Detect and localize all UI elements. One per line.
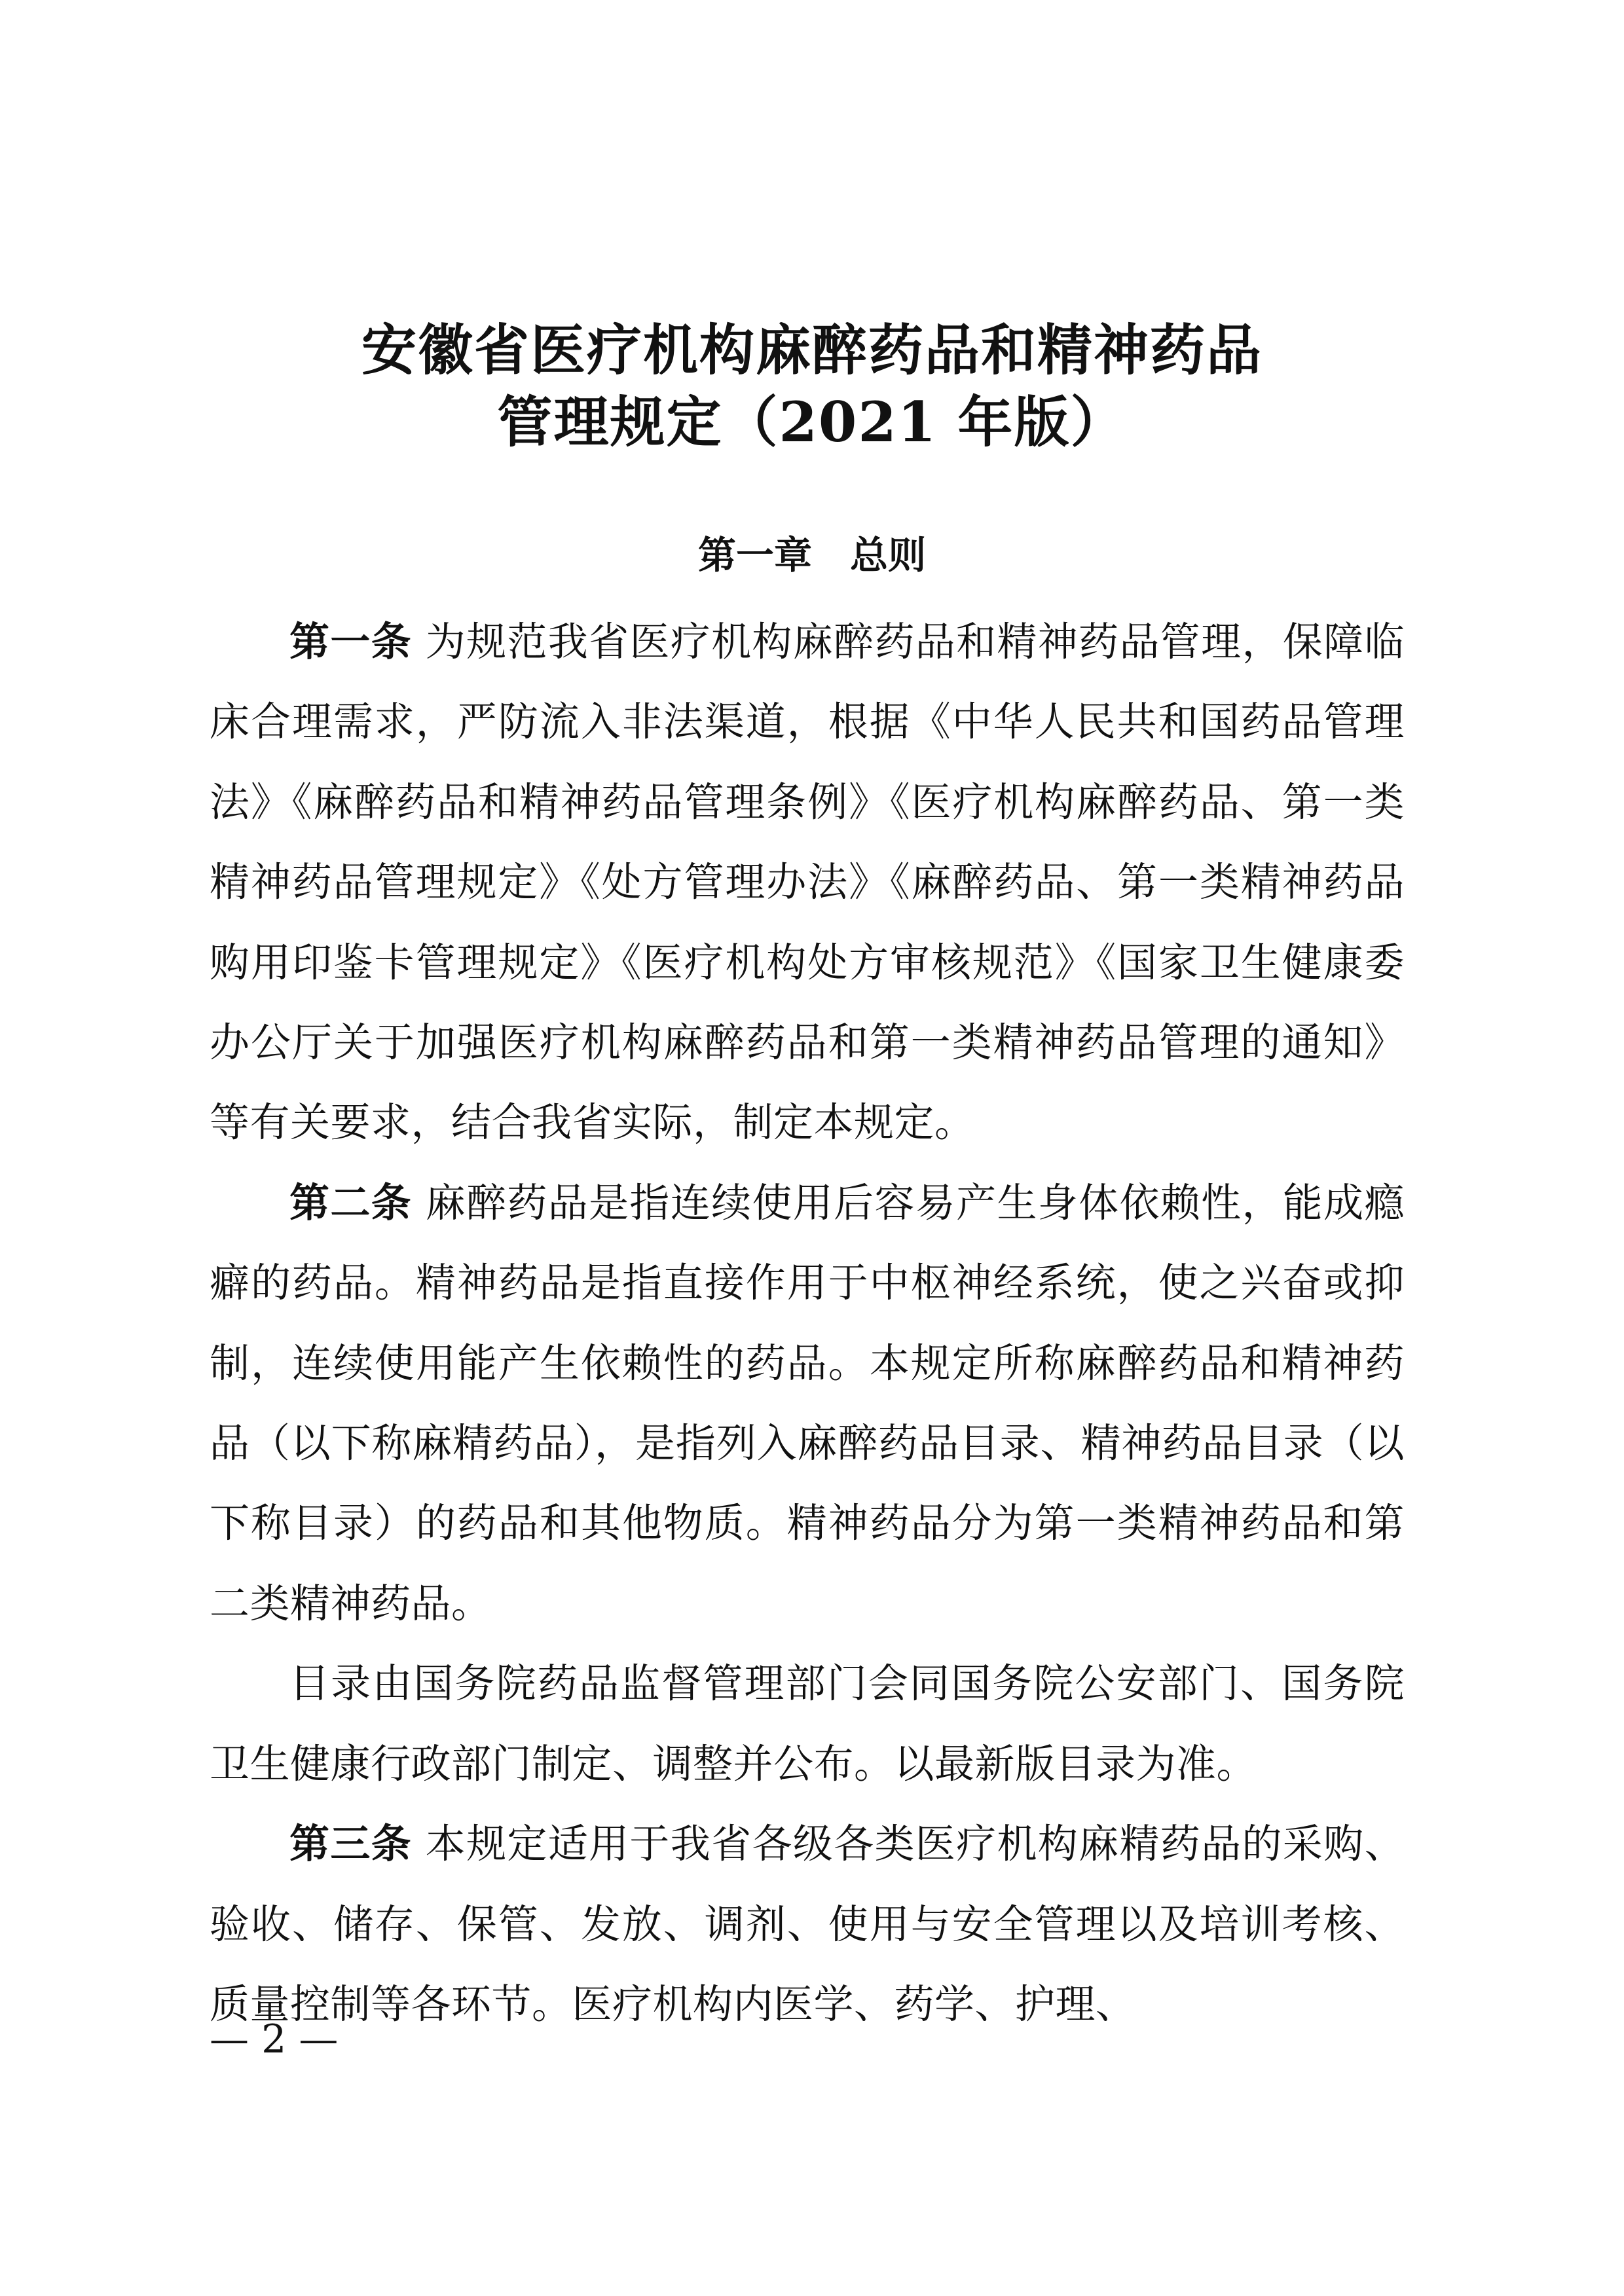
article-3-text: 本规定适用于我省各级各类医疗机构麻精药品的采购、验收、储存、保管、发放、调剂、使用与安全管理以及培训考核、质量控制等各环节。医疗机构内医学、药学、护理、: [210, 1821, 1405, 2028]
document-title-line-2: 管理规定（2021 年版）: [497, 390, 1127, 454]
article-2-text: 麻醉药品是指连续使用后容易产生身体依赖性，能成瘾癖的药品。精神药品是指直接作用于中枢神经系统，使之兴奋或抑制，连续使用能产生依赖性的药品。本规定所称麻醉药品和精神药品（以下称麻精药品），是指列入麻醉药品目录、精神药品目录（以下称目录）的药品和其他物质。精神药品分为第一类精神药品和第二类精神药品。: [210, 1179, 1405, 1627]
article-2-continuation-text: 目录由国务院药品监督管理部门会同国务院公安部门、国务院卫生健康行政部门制定、调整并公布。以最新版目录为准。: [210, 1660, 1405, 1787]
article-3-label: 第三条: [289, 1821, 413, 1868]
article-1-label: 第一条: [289, 619, 413, 665]
document-title-line-1: 安徽省医疗机构麻醉药品和精神药品: [361, 318, 1263, 382]
page-number: — 2 —: [210, 2016, 339, 2062]
article-1: [210, 602, 1405, 1163]
article-3: [210, 1804, 1405, 2045]
article-1-text: 为规范我省医疗机构麻醉药品和精神药品管理，保障临床合理需求，严防流入非法渠道，根据《中华人民共和国药品管理法》《麻醉药品和精神药品管理条例》《医疗机构麻醉药品、第一类精神药品管理规定》《处方管理办法》《麻醉药品、第一类精神药品购用印鉴卡管理规定》《医疗机构处方审核规范》《国家卫生健康委办公厅关于加强医疗机构麻醉药品和第一类精神药品管理的通知》等有关要求，结合我省实际，制定本规定。: [210, 619, 1405, 1146]
document-body: [210, 602, 1405, 2045]
article-2-label: 第二条: [289, 1179, 413, 1226]
article-2: [210, 1163, 1405, 1644]
chapter-heading: 第一章 总则: [697, 533, 926, 577]
article-2-continuation: [210, 1644, 1405, 1804]
